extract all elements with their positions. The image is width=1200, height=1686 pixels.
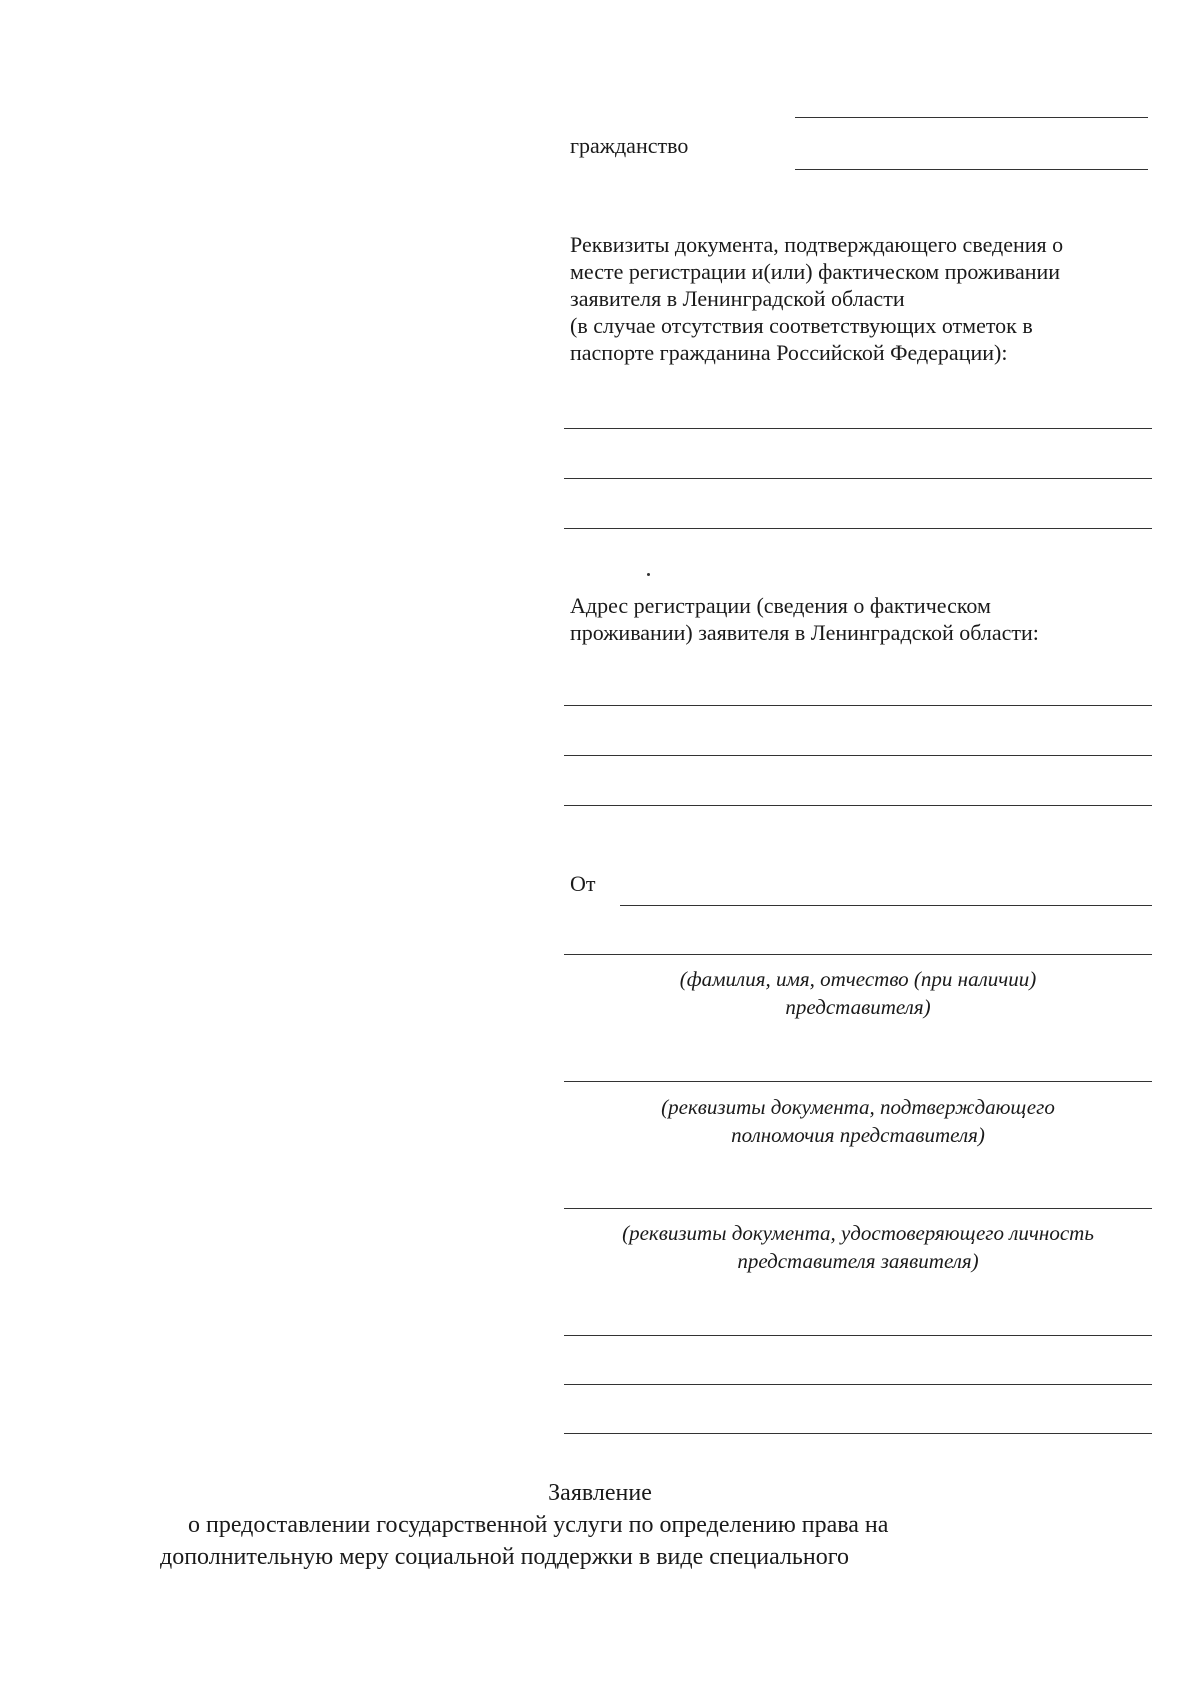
caption-line: (фамилия, имя, отчество (при наличии) — [679, 967, 1037, 991]
address-line: проживании) заявителя в Ленинградской области: — [570, 620, 1039, 645]
reg-doc-line: Реквизиты документа, подтверждающего сведения о — [570, 232, 1064, 257]
extra-field-line[interactable] — [564, 1433, 1152, 1434]
caption-line: полномочия представителя) — [731, 1123, 985, 1147]
from-field-line[interactable] — [620, 905, 1152, 906]
citizenship-field-line[interactable] — [795, 169, 1148, 170]
caption-identity-doc — [564, 1219, 1152, 1275]
address-paragraph — [570, 592, 1039, 646]
citizenship-label: гражданство — [570, 133, 689, 158]
blank-line-top[interactable] — [795, 117, 1148, 118]
reg-doc-line: паспорте гражданина Российской Федерации): — [570, 340, 1008, 365]
address-field-line[interactable] — [564, 755, 1152, 756]
caption-authority-doc — [564, 1093, 1152, 1149]
identity-field-line[interactable] — [564, 1208, 1152, 1209]
extra-field-line[interactable] — [564, 1384, 1152, 1385]
statement-line: дополнительную меру социальной поддержки в виде специального — [160, 1544, 849, 1570]
authority-field-line[interactable] — [564, 1081, 1152, 1082]
statement-title: Заявление — [548, 1480, 652, 1506]
reg-doc-line: заявителя в Ленинградской области — [570, 286, 905, 311]
caption-line: представителя заявителя) — [737, 1249, 979, 1273]
address-field-line[interactable] — [564, 705, 1152, 706]
extra-field-line[interactable] — [564, 1335, 1152, 1336]
caption-line: (реквизиты документа, подтверждающего — [661, 1095, 1055, 1119]
caption-line: (реквизиты документа, удостоверяющего личность — [622, 1221, 1094, 1245]
reg-doc-field-line[interactable] — [564, 478, 1152, 479]
reg-doc-line: (в случае отсутствия соответствующих отметок в — [570, 313, 1033, 338]
caption-line: представителя) — [785, 995, 931, 1019]
reg-doc-line: месте регистрации и(или) фактическом проживании — [570, 259, 1061, 284]
reg-doc-paragraph — [570, 231, 1063, 366]
stray-dot — [647, 573, 650, 576]
reg-doc-field-line[interactable] — [564, 428, 1152, 429]
address-line: Адрес регистрации (сведения о фактическом — [570, 593, 991, 618]
address-field-line[interactable] — [564, 805, 1152, 806]
from-label: От — [570, 871, 596, 896]
reg-doc-field-line[interactable] — [564, 528, 1152, 529]
statement-line: о предоставлении государственной услуги по определению права на — [188, 1512, 889, 1538]
from-field-line-2[interactable] — [564, 954, 1152, 955]
caption-representative-name — [564, 965, 1152, 1021]
